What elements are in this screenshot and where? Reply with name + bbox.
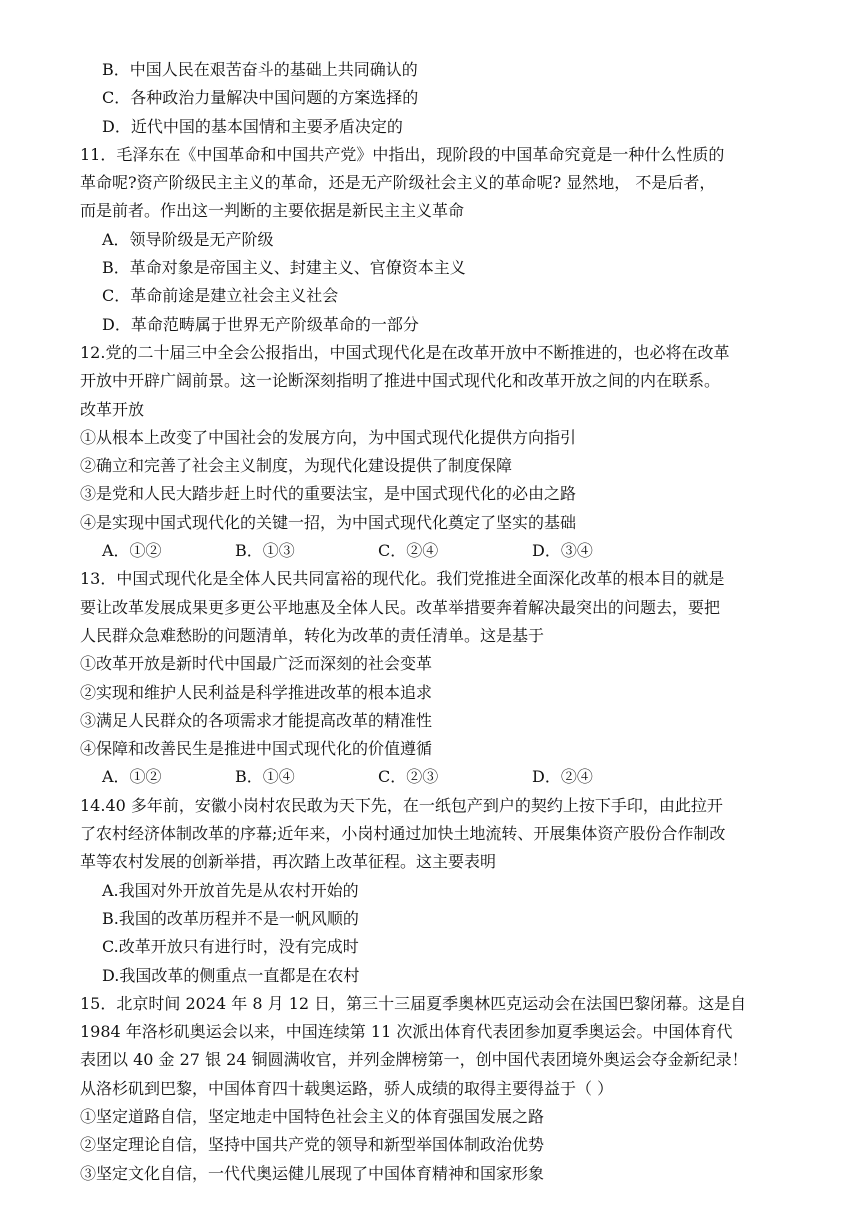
q13-statement-2: ②实现和维护人民利益是科学推进改革的根本追求 [80,682,433,702]
q15-stem-line-3: 表团以 40 金 27 银 24 铜圆满收官，并列金牌榜第一，创中国代表团境外奥运会夺金新纪录！ [80,1050,748,1070]
q12-choices [80,537,780,565]
q14-stem-line-2: 了农村经济体制改革的序幕;近年来，小岗村通过加快土地流转、开展集体资产股份合作制改 [80,824,726,844]
q14-stem-line-1: 14.40 多年前，安徽小岗村农民敢为天下先，在一纸包产到户的契约上按下手印，由此拉开 [80,795,723,815]
q12-statement-2: ②确立和完善了社会主义制度，为现代化建设提供了制度保障 [80,456,513,476]
q13-statement-4: ④保障和改善民生是推进中国式现代化的价值遵循 [80,739,433,759]
q11-stem-line-2: 革命呢?资产阶级民主主义的革命，还是无产阶级社会主义的革命呢? 显然地， 不是后者， [80,173,716,193]
q15-stem-line-1: 15．北京时间 2024 年 8 月 12 日，第三十三届夏季奥林匹克运动会在法国巴黎闭幕。这是自 [80,993,747,1013]
q13-choice-d: D．②④ [532,767,593,787]
q14-option-c: C.改革开放只有进行时，没有完成时 [102,937,359,957]
q12-choice-a: A．①② [102,541,162,561]
q13-choice-c: C．②③ [378,767,439,787]
q11-option-c: C．革命前途是建立社会主义社会 [102,286,339,306]
q14-stem-line-3: 革等农村发展的创新举措，再次踏上改革征程。这主要表明 [80,852,497,872]
q12-choice-c: C．②④ [378,541,439,561]
q12-stem-line-3: 改革开放 [80,399,145,419]
q11-option-d: D．革命范畴属于世界无产阶级革命的一部分 [102,314,419,334]
q13-choice-b: B．①④ [235,767,295,787]
q15-stem-line-2: 1984 年洛杉矶奥运会以来，中国连续第 11 次派出体育代表团参加夏季奥运会。中国体育代 [80,1022,733,1042]
q10-option-b: B．中国人民在艰苦奋斗的基础上共同确认的 [102,60,418,79]
q12-statement-3: ③是党和人民大踏步赶上时代的重要法宝，是中国式现代化的必由之路 [80,484,577,504]
q11-option-a: A．领导阶级是无产阶级 [102,229,274,249]
q12-stem-line-2: 开放中开辟广阔前景。这一论断深刻指明了推进中国式现代化和改革开放之间的内在联系。 [80,371,721,391]
q13-stem-line-2: 要让改革发展成果更多更公平地惠及全体人民。改革举措要奔着解决最突出的问题去，要把 [80,597,721,617]
q13-statement-3: ③满足人民群众的各项需求才能提高改革的精准性 [80,710,433,730]
q13-stem-line-1: 13．中国式现代化是全体人民共同富裕的现代化。我们党推进全面深化改革的根本目的就是 [80,569,725,589]
q15-stem-line-4: 从洛杉矶到巴黎，中国体育四十载奥运路，骄人成绩的取得主要得益于（ ） [80,1078,614,1098]
q12-statement-4: ④是实现中国式现代化的关键一招，为中国式现代化奠定了坚实的基础 [80,512,577,532]
q13-statement-1: ①改革开放是新时代中国最广泛而深刻的社会变革 [80,654,433,674]
q10-option-c: C．各种政治力量解决中国问题的方案选择的 [102,88,419,108]
q11-option-b: B．革命对象是帝国主义、封建主义、官僚资本主义 [102,258,466,278]
q14-option-a: A.我国对外开放首先是从农村开始的 [102,880,359,900]
q15-statement-2: ②坚定理论自信，坚持中国共产党的领导和新型举国体制政治优势 [80,1135,545,1155]
q12-stem-line-1: 12.党的二十届三中全会公报指出，中国式现代化是在改革开放中不断推进的，也必将在改革 [80,342,730,362]
q12-statement-1: ①从根本上改变了中国社会的发展方向，为中国式现代化提供方向指引 [80,427,577,447]
q10-option-d: D．近代中国的基本国情和主要矛盾决定的 [102,116,403,136]
q12-choice-b: B．①③ [235,541,295,561]
q11-stem-line-3: 而是前者。作出这一判断的主要依据是新民主主义革命 [80,201,465,221]
q15-statement-3: ③坚定文化自信，一代代奥运健儿展现了中国体育精神和国家形象 [80,1163,545,1183]
q15-statement-1: ①坚定道路自信，坚定地走中国特色社会主义的体育强国发展之路 [80,1106,545,1126]
q12-choice-d: D．③④ [532,541,593,561]
q13-stem-line-3: 人民群众急难愁盼的问题清单，转化为改革的责任清单。这是基于 [80,625,545,645]
q13-choices [80,763,780,791]
q11-stem-line-1: 11．毛泽东在《中国革命和中国共产党》中指出，现阶段的中国革命究竟是一种什么性质的 [80,144,725,164]
q13-choice-a: A．①② [102,767,162,787]
exam-page [80,56,780,1188]
q14-option-b: B.我国的改革历程并不是一帆风顺的 [102,908,359,928]
q14-option-d: D.我国改革的侧重点一直都是在农村 [102,965,360,985]
